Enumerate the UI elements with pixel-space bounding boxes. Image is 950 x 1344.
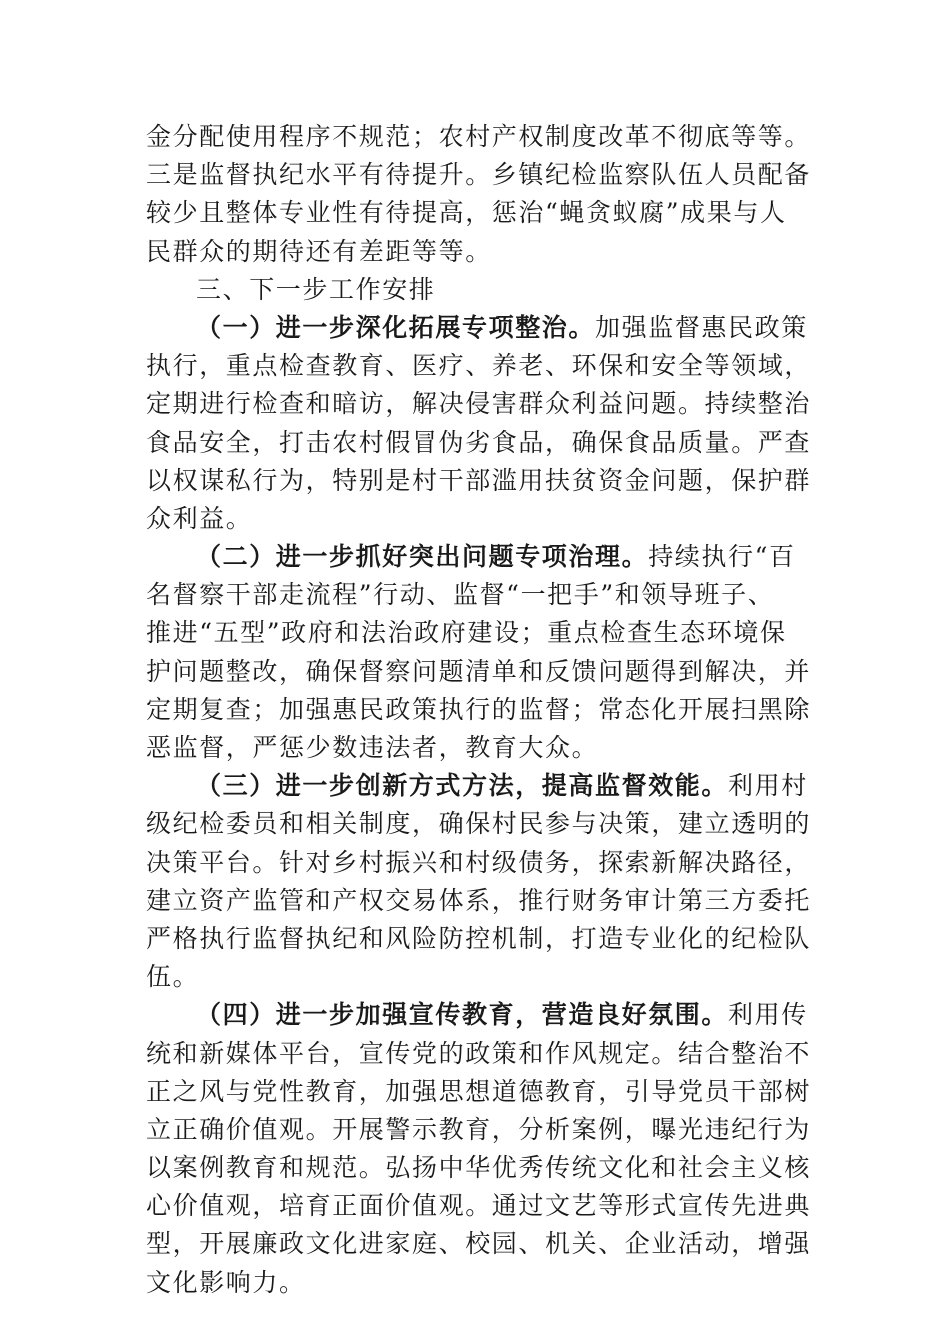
paragraph-3-line-0: 利用村 (728, 771, 808, 801)
paragraph-1-lead: （一）进一步深化拓展专项整治。 (196, 312, 596, 342)
paragraph-2-lead: （二）进一步抓好突出问题专项治理。 (196, 542, 649, 572)
paragraph-1-line-2: 定期进行检查和暗访，解决侵害群众利益问题。持续整治 (146, 389, 812, 419)
paragraph-1-line-1: 执行，重点检查教育、医疗、养老、环保和安全等领域， (146, 351, 812, 381)
paragraph-2-line-0: 持续执行“百 (648, 542, 796, 572)
text-line: 三是监督执纪水平有待提升。乡镇纪检监察队伍人员配备 (146, 160, 812, 190)
paragraph-2-line-1: 名督察干部走流程”行动、监督“一把手”和领导班子、 (146, 580, 775, 610)
paragraph-4-line-7: 文化影响力。 (146, 1267, 306, 1297)
paragraph-4-line-4: 以案例教育和规范。弘扬中华优秀传统文化和社会主义核 (146, 1153, 812, 1183)
paragraph-4-line-5: 心价值观，培育正面价值观。通过文艺等形式宣传先进典 (146, 1191, 812, 1221)
paragraph-2-line-3: 护问题整改，确保督察问题清单和反馈问题得到解决，并 (146, 656, 812, 686)
paragraph-3-line-5: 伍。 (146, 962, 200, 992)
paragraph-3-first-line (146, 767, 806, 805)
paragraph-4-line-6: 型，开展廉政文化进家庭、校园、机关、企业活动，增强 (146, 1229, 812, 1259)
paragraph-4-lead: （四）进一步加强宣传教育，营造良好氛围。 (196, 1000, 729, 1030)
paragraph-1-line-5: 众利益。 (146, 503, 253, 533)
paragraph-4-first-line (146, 996, 806, 1034)
paragraph-1-first-line (146, 309, 806, 347)
text-line: 金分配使用程序不规范；农村产权制度改革不彻底等等。 (146, 122, 812, 151)
paragraph-3-lead: （三）进一步创新方式方法，提高监督效能。 (196, 771, 729, 801)
text-line: 较少且整体专业性有待提高，惩治“蝇贪蚁腐”成果与人 (146, 198, 787, 228)
paragraph-1-line-0: 加强监督惠民政策 (595, 312, 808, 342)
document-body (146, 118, 812, 1302)
paragraph-3-line-2: 决策平台。针对乡村振兴和村级债务，探索新解决路径， (146, 847, 812, 877)
paragraph-1-line-3: 食品安全，打击农村假冒伪劣食品，确保食品质量。严查 (146, 427, 812, 457)
paragraph-3-line-3: 建立资产监管和产权交易体系，推行财务审计第三方委托 (146, 885, 812, 915)
paragraph-3-line-4: 严格执行监督执纪和风险防控机制，打造专业化的纪检队 (146, 923, 812, 953)
paragraph-2-line-5: 恶监督，严惩少数违法者，教育大众。 (146, 733, 599, 762)
section-heading: 三、下一步工作安排 (196, 274, 436, 304)
paragraph-4-line-3: 立正确价值观。开展警示教育，分析案例，曝光违纪行为 (146, 1114, 812, 1144)
paragraph-2-line-4: 定期复查；加强惠民政策执行的监督；常态化开展扫黑除 (146, 694, 812, 724)
paragraph-4-line-1: 统和新媒体平台，宣传党的政策和作风规定。结合整治不 (146, 1038, 812, 1068)
paragraph-4-line-2: 正之风与党性教育，加强思想道德教育，引导党员干部树 (146, 1076, 812, 1106)
paragraph-4-line-0: 利用传 (728, 1000, 808, 1030)
paragraph-3-line-1: 级纪检委员和相关制度，确保村民参与决策，建立透明的 (146, 809, 812, 839)
text-line: 民群众的期待还有差距等等。 (146, 236, 492, 266)
paragraph-1-line-4: 以权谋私行为，特别是村干部滥用扶贫资金问题，保护群 (146, 465, 812, 495)
paragraph-2-first-line (146, 538, 806, 576)
paragraph-2-line-2: 推进“五型”政府和法治政府建设；重点检查生态环境保 (146, 618, 787, 648)
